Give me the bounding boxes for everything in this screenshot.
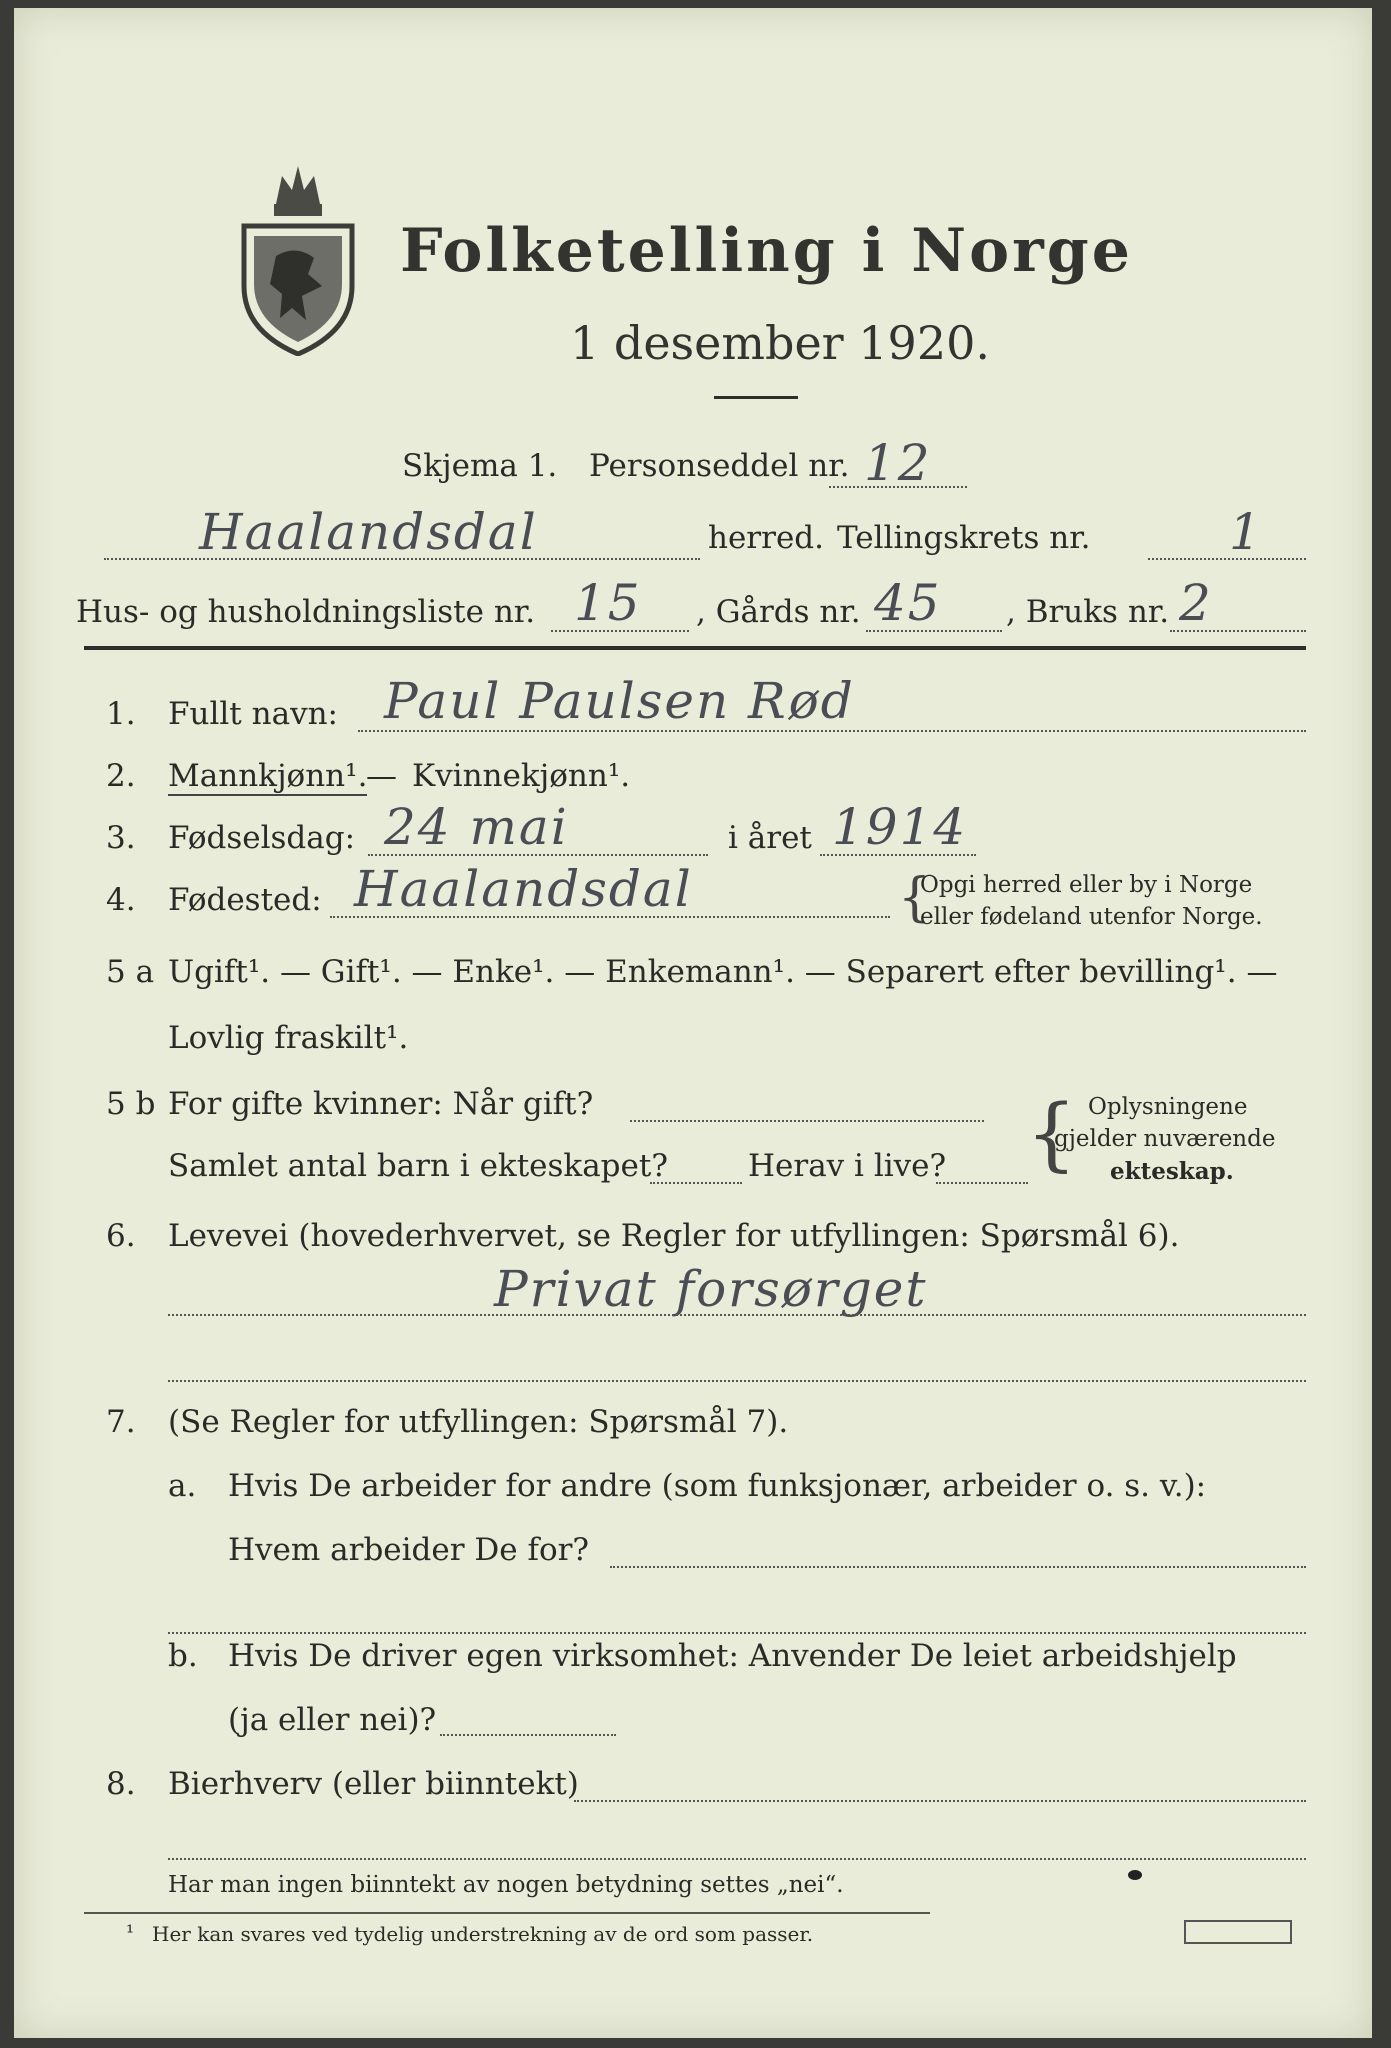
q7a-line1 (610, 1566, 1306, 1568)
q4-birthplace-value[interactable]: Haalandsdal (354, 860, 693, 918)
q1-label: Fullt navn: (168, 696, 338, 732)
q4-note-line1: Opgi herred eller by i Norge (920, 872, 1253, 898)
q2-number: 2. (106, 758, 136, 794)
husholdning-value[interactable]: 15 (574, 574, 642, 632)
q2-female-option[interactable]: Kvinnekjønn¹. (412, 758, 631, 794)
q7a-line2 (168, 1632, 1306, 1634)
q4-number: 4. (106, 882, 136, 918)
q7b-number: b. (168, 1638, 198, 1674)
tellingskrets-line (1148, 558, 1306, 560)
q5b-note-line2: gjelder nuværende (1054, 1126, 1276, 1152)
husholdning-label: Hus- og husholdningsliste nr. (76, 594, 536, 630)
q6-label: Levevei (hovederhvervet, se Regler for utfyllingen: Spørsmål 6). (168, 1218, 1180, 1254)
q7a-number: a. (168, 1468, 197, 1504)
gards-value[interactable]: 45 (874, 574, 942, 632)
q5b-number: 5 b (106, 1086, 156, 1122)
q7-number: 7. (106, 1404, 136, 1440)
q6-occupation-value[interactable]: Privat forsørget (494, 1260, 928, 1318)
q5b-children-label: Samlet antal barn i ekteskapet? (168, 1148, 668, 1184)
footer-note: Har man ingen biinntekt av nogen betydning settes „nei“. (168, 1872, 844, 1898)
q5b-note-line1: Oplysningene (1088, 1094, 1248, 1120)
census-form-sheet (14, 8, 1372, 2038)
q4-note-line2: eller fødeland utenfor Norge. (920, 904, 1263, 930)
q5a-options[interactable]: Ugift¹. — Gift¹. — Enke¹. — Enkemann¹. — Separert efter bevilling¹. — (168, 954, 1278, 990)
title-divider (714, 396, 798, 399)
q4-label: Fødested: (168, 882, 322, 918)
q5b-children-line (650, 1182, 742, 1184)
bruks-label: , Bruks nr. (1006, 594, 1170, 630)
q1-full-name[interactable]: Paul Paulsen Rød (384, 672, 855, 730)
tellingskrets-value[interactable]: 1 (1229, 503, 1263, 561)
q3-label: Fødselsdag: (168, 820, 356, 856)
herred-value[interactable]: Haalandsdal (199, 503, 538, 561)
printer-stamp (1184, 1920, 1292, 1944)
q7a-label: Hvis De arbeider for andre (som funksjonær, arbeider o. s. v.): (228, 1468, 1207, 1504)
q7a-sub-label: Hvem arbeider De for? (228, 1532, 590, 1568)
footnote-text: Her kan svares ved tydelig understrekning av de ord som passer. (152, 1922, 814, 1946)
q1-number: 1. (106, 696, 136, 732)
bruks-value[interactable]: 2 (1179, 574, 1213, 632)
q8-label: Bierhverv (eller biinntekt) (168, 1766, 579, 1802)
q1-line (358, 730, 1306, 732)
q6-line1 (168, 1314, 1306, 1316)
herred-label: herred. (708, 520, 824, 556)
q5b-label: For gifte kvinner: Når gift? (168, 1086, 594, 1122)
q3-birthday-value[interactable]: 24 mai (384, 798, 569, 856)
q7b-line (440, 1734, 616, 1736)
personseddel-value[interactable]: 12 (864, 434, 932, 492)
q7b-sub-label: (ja eller nei)? (228, 1702, 437, 1738)
header-rule (84, 646, 1306, 650)
schema-label: Skjema 1. (402, 448, 558, 484)
q5b-alive-line (936, 1182, 1028, 1184)
q5a-number: 5 a (106, 954, 155, 990)
q2-separator: — (366, 758, 397, 794)
ink-dot (1128, 1870, 1142, 1880)
q8-line1 (574, 1800, 1306, 1802)
q8-line2 (168, 1858, 1306, 1860)
q5b-brace: { (1026, 1087, 1077, 1180)
q5b-note-line3: ekteskap. (1110, 1158, 1234, 1185)
q6-number: 6. (106, 1218, 136, 1254)
q2-male-option[interactable]: Mannkjønn¹. (168, 758, 368, 794)
q5a-options-line2[interactable]: Lovlig fraskilt¹. (168, 1020, 409, 1056)
q5b-alive-label: Herav i live? (748, 1148, 947, 1184)
tellingskrets-label: Tellingskrets nr. (837, 520, 1091, 556)
q7-label: (Se Regler for utfyllingen: Spørsmål 7). (168, 1404, 789, 1440)
q6-line2 (168, 1380, 1306, 1382)
coat-of-arms-icon (236, 156, 360, 356)
form-title: Folketelling i Norge (400, 216, 1133, 286)
personseddel-label: Personseddel nr. (589, 448, 850, 484)
footnote-rule (84, 1912, 930, 1914)
census-date: 1 desember 1920. (570, 316, 990, 370)
q4-brace: { (898, 868, 932, 928)
q8-number: 8. (106, 1766, 136, 1802)
q3-year-label: i året (728, 820, 812, 856)
q5b-married-line (630, 1120, 984, 1122)
gards-label: , Gårds nr. (696, 594, 861, 630)
footnote-marker: ¹ (126, 1920, 135, 1944)
q3-number: 3. (106, 820, 136, 856)
q3-year-value[interactable]: 1914 (832, 798, 968, 856)
q7b-label: Hvis De driver egen virksomhet: Anvender De leiet arbeidshjelp (228, 1638, 1237, 1674)
